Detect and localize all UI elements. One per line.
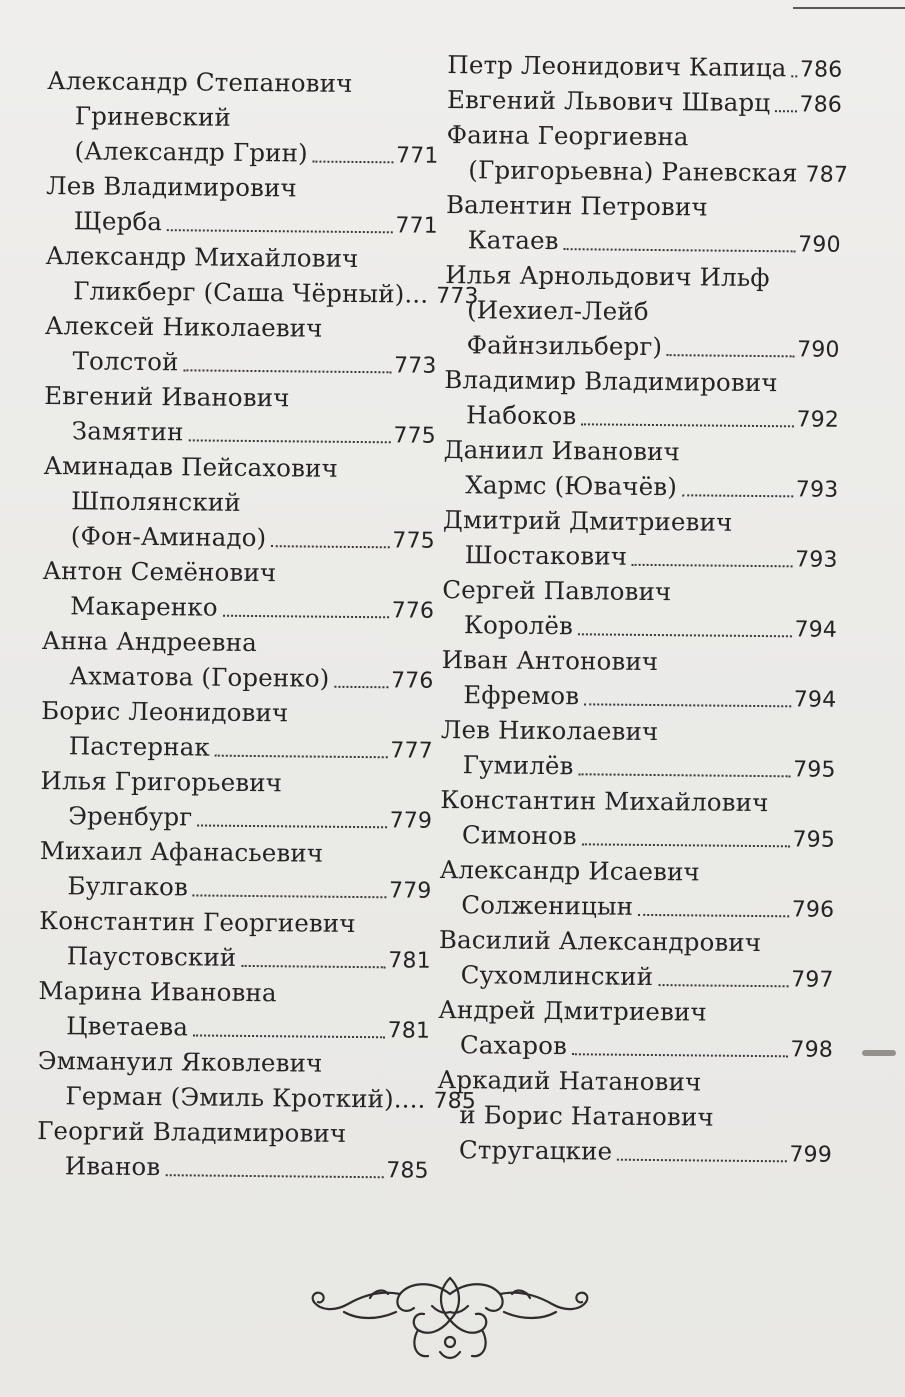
- dot-leader: [638, 914, 789, 917]
- toc-entry-text: Петр Леонидович Капица: [447, 49, 787, 83]
- toc-entry-name: Марина Ивановна: [38, 975, 277, 1008]
- dot-leader: [632, 564, 792, 568]
- toc-entry-name: Борис Леонидович: [41, 695, 289, 728]
- toc-entry-text: Замятин: [71, 416, 184, 447]
- dot-leader: [617, 1159, 786, 1163]
- dot-leader: [581, 423, 793, 427]
- toc-entry-name: Сергей Павлович: [442, 574, 672, 607]
- toc-entry-name: Георгий Владимирович: [37, 1115, 347, 1148]
- toc-page-number: 790: [797, 337, 840, 363]
- toc-entry-text: Эренбург: [68, 801, 193, 832]
- toc-page-number: 795: [792, 827, 836, 853]
- toc-entry-name: Константин Михайлович: [440, 784, 769, 818]
- toc-entry-name: Антон Семёнович: [42, 555, 277, 588]
- toc-page-number: 776: [391, 598, 435, 624]
- toc-entry-name: [447, 50, 842, 86]
- toc-entry-text: Булгаков: [67, 871, 189, 902]
- toc-entry-text: Толстой: [72, 346, 179, 377]
- dot-leader: [241, 965, 385, 968]
- toc-entry-text: Гликберг (Саша Чёрный)...: [73, 276, 429, 309]
- toc-entry-line: [462, 820, 835, 856]
- toc-entry-name: Фаина Георгиевна: [446, 119, 689, 152]
- toc-page-number: 793: [795, 477, 839, 503]
- toc-entry-name: Евгений Иванович: [44, 380, 290, 413]
- toc-entry-line: [65, 1081, 477, 1116]
- toc-entry-text: Евгений Львович Шварц: [446, 84, 771, 118]
- dot-leader: [572, 1053, 787, 1057]
- dot-leader: [193, 1034, 385, 1038]
- toc-page-number: 787: [805, 162, 849, 188]
- toc-page-number: 796: [791, 897, 835, 923]
- toc-page-number: 786: [799, 92, 843, 118]
- toc-entry-line: [460, 1030, 833, 1066]
- dot-leader: [578, 633, 791, 637]
- toc-entry-text: Набоков: [465, 400, 577, 431]
- print-smudge: [862, 1050, 896, 1056]
- toc-entry-name: Дмитрий Дмитриевич: [442, 504, 733, 537]
- toc-entry-text: Катаев: [467, 225, 559, 256]
- toc-column-left: [37, 0, 479, 1184]
- toc-page-number: 790: [798, 232, 841, 258]
- dot-leader: [223, 615, 389, 619]
- toc-entry-text: Цветаева: [66, 1011, 189, 1042]
- toc-page-number: 781: [387, 1018, 431, 1044]
- toc-entry-name: Илья Григорьевич: [40, 765, 283, 798]
- toc-entry-text: Файнзильберг): [466, 330, 663, 362]
- toc-entry-name: [447, 85, 842, 121]
- toc-entry-line: Шполянский: [71, 486, 241, 517]
- toc-page-number: 777: [390, 738, 433, 764]
- dot-leader: [682, 494, 793, 497]
- dot-leader: [271, 545, 389, 548]
- toc-page-number: 773: [393, 353, 437, 379]
- dot-leader: [334, 686, 388, 689]
- toc-entry-text: Солженицын: [461, 890, 634, 921]
- toc-page-number: 775: [392, 528, 435, 554]
- toc-entry-line: [71, 521, 435, 556]
- toc-entry-text: (Александр Грин): [74, 136, 308, 168]
- toc-page-number: 775: [393, 423, 436, 449]
- toc-page-number: 795: [793, 757, 836, 783]
- toc-page-number: 786: [799, 57, 843, 83]
- toc-entry-line: (Иехиел-Лейб: [466, 295, 649, 326]
- toc-entry-text: Королёв: [463, 610, 574, 641]
- dot-leader: [584, 703, 791, 707]
- dot-leader: [313, 161, 393, 164]
- toc-entry-name: Аркадий Натанович: [437, 1064, 702, 1097]
- toc-entry-line: [66, 1011, 430, 1046]
- dot-leader: [184, 369, 391, 373]
- toc-page-number: 797: [791, 967, 834, 993]
- toc-entry-name: Даниил Иванович: [443, 434, 681, 467]
- toc-entry-line: [461, 890, 834, 926]
- toc-page-number: 794: [793, 687, 837, 713]
- toc-page-number: 773: [436, 283, 479, 310]
- toc-entry-name: Аминадав Пейсахович: [43, 450, 339, 483]
- toc-entry-text: Сахаров: [459, 1030, 568, 1061]
- toc-entry-line: [465, 540, 838, 576]
- dot-leader: [582, 843, 790, 847]
- toc-entry-name: Василий Александрович: [438, 924, 762, 958]
- dot-leader: [791, 75, 796, 77]
- dot-leader: [658, 984, 788, 987]
- vignette-ornament-icon: [300, 1250, 600, 1380]
- toc-page-number: 781: [388, 948, 431, 974]
- toc-entry-text: Пастернак: [68, 731, 211, 762]
- dot-leader: [215, 755, 388, 759]
- toc-page-number: 793: [795, 547, 838, 573]
- toc-entry-text: Макаренко: [70, 591, 218, 622]
- dot-leader: [167, 229, 392, 233]
- dot-leader: [188, 439, 390, 443]
- toc-page-number: 785: [386, 1158, 429, 1184]
- toc-page-number: 779: [388, 878, 432, 904]
- toc-entry-line: [462, 750, 835, 786]
- toc-entry-text: Щерба: [73, 206, 163, 237]
- dot-leader: [564, 248, 796, 252]
- toc-entry-line: [69, 661, 433, 696]
- toc-entry-name: Илья Арнольдович Ильф: [445, 259, 770, 293]
- top-rule: [793, 7, 905, 9]
- toc-entry-text: Герман (Эмиль Кроткий)....: [65, 1081, 426, 1114]
- toc-page-number: 771: [395, 143, 439, 169]
- dot-leader: [193, 894, 386, 898]
- dot-leader: [775, 110, 796, 112]
- toc-entry-line: [73, 276, 479, 311]
- toc-entry-name: Лев Владимирович: [46, 170, 298, 203]
- dot-leader: [667, 354, 794, 357]
- toc-entry-name: Михаил Афанасьевич: [39, 835, 324, 868]
- toc-entry-line: [468, 155, 849, 191]
- toc-entry-name: Иван Антонович: [441, 644, 659, 677]
- toc-entry-line: [69, 731, 433, 766]
- toc-entry-name: Александр Степанович: [47, 65, 353, 98]
- toc-entry-name: Андрей Дмитриевич: [438, 994, 707, 1027]
- toc-entry-text: Гумилёв: [462, 750, 574, 781]
- toc-entry-name: Александр Исаевич: [439, 854, 700, 887]
- toc-page-number: 771: [395, 213, 438, 239]
- toc-entry-text: Симонов: [461, 820, 577, 851]
- toc-page-number: 776: [390, 668, 434, 694]
- dot-leader: [165, 1174, 383, 1178]
- toc-entry-name: Алексей Николаевич: [44, 310, 323, 343]
- toc-entry-line: [467, 330, 840, 366]
- toc-entry-line: [68, 801, 432, 836]
- toc-page-number: 785: [433, 1088, 477, 1115]
- toc-entry-name: Валентин Петрович: [445, 189, 708, 222]
- toc-entry-line: [72, 346, 436, 381]
- toc-entry-name: Лев Николаевич: [440, 714, 659, 747]
- toc-entry-name: Александр Михайлович: [45, 240, 359, 273]
- toc-page-number: 779: [389, 808, 433, 834]
- toc-entry-line: и Борис Натанович: [459, 1100, 714, 1132]
- toc-entry-text: Сухомлинский: [460, 960, 654, 992]
- toc-page-number: 792: [796, 407, 840, 433]
- toc-page-number: 794: [794, 617, 838, 643]
- toc-entry-line: [468, 225, 841, 261]
- toc-entry-line: [72, 416, 436, 451]
- toc-entry-text: Хармс (Ювачёв): [465, 470, 678, 502]
- toc-entry-line: [70, 591, 434, 626]
- toc-entry-line: [74, 136, 438, 171]
- toc-entry-text: Ефремов: [463, 680, 580, 711]
- toc-page-number: 798: [790, 1037, 834, 1063]
- toc-entry-text: Паустовский: [66, 941, 237, 972]
- toc-page-number: 799: [789, 1142, 833, 1168]
- toc-entry-text: Шостакович: [464, 540, 628, 571]
- toc-entry-line: [463, 680, 836, 716]
- toc-entry-name: Эммануил Яковлевич: [37, 1045, 323, 1078]
- toc-entry-name: Анна Андреевна: [41, 625, 258, 658]
- toc-entry-line: [65, 1151, 429, 1186]
- toc-entry-text: (Фон-Аминадо): [70, 521, 267, 553]
- toc-entry-line: [465, 470, 838, 506]
- toc-entry-text: Стругацкие: [458, 1135, 613, 1166]
- toc-entry-name: Владимир Владимирович: [444, 364, 778, 398]
- toc-entry-line: [67, 941, 431, 976]
- toc-entry-line: [74, 206, 438, 241]
- toc-entry-line: [460, 960, 833, 996]
- toc-entry-line: [67, 871, 431, 906]
- toc-entry-line: [466, 400, 839, 436]
- toc-entry-text: Иванов: [64, 1151, 161, 1182]
- dot-leader: [579, 773, 791, 777]
- toc-entry-name: Константин Георгиевич: [39, 905, 356, 938]
- toc-entry-line: Гриневский: [74, 101, 232, 132]
- toc-entry-line: [464, 610, 837, 646]
- toc-entry-text: (Григорьевна) Раневская: [468, 155, 798, 188]
- toc-entry-line: [459, 1135, 832, 1171]
- dot-leader: [197, 824, 386, 828]
- toc-entry-text: Ахматова (Горенко): [69, 661, 330, 693]
